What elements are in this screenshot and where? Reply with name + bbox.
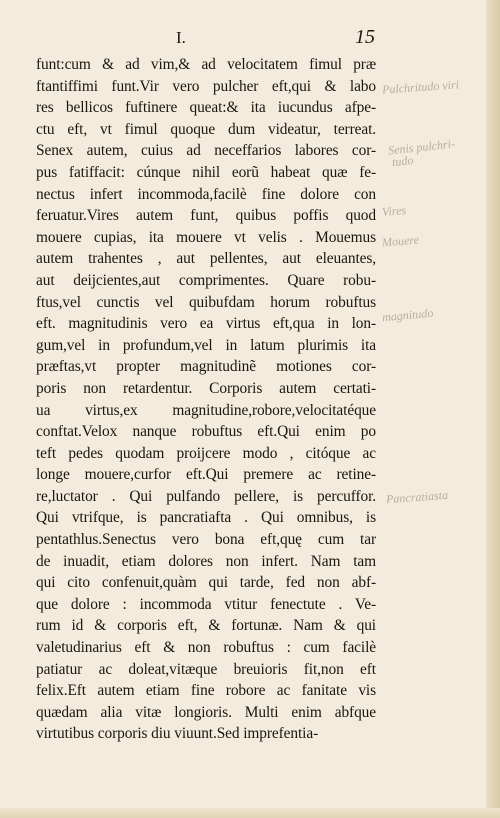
- text-line: que dolore : incommoda vtitur fenectute . Ve-: [36, 595, 376, 613]
- text-line: ftantiffimi funt.Vir vero pulcher eft,qui & labo: [36, 77, 376, 95]
- text-line: re,luctator . Qui pulfando pellere, is percuffor.: [36, 487, 376, 505]
- page-edge: [486, 0, 500, 818]
- text-line: gum,vel in profundum,vel in latum plurimis ita: [36, 336, 376, 354]
- text-line: pus fatiffacit: cúnque nihil eorũ habeat quæ fe-: [36, 163, 376, 181]
- margin-note: Vires: [381, 202, 407, 220]
- margin-note: magnitudo: [381, 305, 434, 325]
- text-line: rum id & corporis eft, & fortunæ. Nam & qui: [36, 617, 376, 635]
- text-line: longe mouere,curfor eft.Qui premere ac retine-: [36, 466, 376, 484]
- margin-note: Pancratiasta: [385, 487, 449, 507]
- text-block: [36, 54, 376, 745]
- text-line: ua virtus,ex magnitudine,robore,velocitatéque: [36, 401, 376, 419]
- text-line: pentathlus.Senectus vero bona eft,quę cum tar: [36, 531, 376, 549]
- text-line: felix.Eft autem etiam fine robore ac fanitate vis: [36, 682, 376, 700]
- text-line: teft pedes quodam proijcere modo , citóque ac: [36, 444, 376, 462]
- page-number: 15: [355, 26, 375, 48]
- signature-mark: I.: [176, 28, 186, 47]
- margin-note: Pulchritudo viri: [381, 77, 460, 97]
- text-line: patiatur ac doleat,vitæque breuioris fit,non eft: [36, 660, 376, 678]
- margin-note: Mouere: [381, 232, 420, 250]
- text-line: qui cito confenuit,quàm qui tarde, fed non abf-: [36, 574, 376, 592]
- text-line: ftus,vel cunctis vel quibufdam horum robuftus: [36, 293, 376, 311]
- text-line: aut deijcientes,aut comprimentes. Quare robu-: [36, 271, 376, 289]
- text-line: feruatur.Vires autem funt, quibus poffis quod: [36, 207, 376, 225]
- text-line: res bellicos fuftinere queat:& ita iucundus afpe-: [36, 99, 376, 117]
- text-line: valetudinarius eft & non robuftus : cum facilè: [36, 639, 376, 657]
- text-line: de inuadit, etiam dolores non infert. Nam tam: [36, 552, 376, 570]
- text-line: mouere cupias, ita mouere vt velis . Mouemus: [36, 228, 376, 246]
- margin-notes: [378, 0, 486, 818]
- text-line: poris non retardentur. Corporis autem certati-: [36, 379, 376, 397]
- text-line: Senex autem, cuius ad neceffarios labores cor-: [36, 142, 376, 160]
- text-line: præftas,vt propter magnitudinẽ motiones cor-: [36, 358, 376, 376]
- text-line: ctu eft, vt fimul quoque dum videatur, terreat.: [36, 120, 376, 138]
- text-line: conftat.Velox nanque robuftus eft.Qui enim po: [36, 423, 376, 441]
- margin-note: tudo: [391, 152, 415, 170]
- text-line: Qui vtrifque, is pancratiafta . Qui omnibus, is: [36, 509, 376, 527]
- text-line: autem trahentes , aut pellentes, aut eleuantes,: [36, 250, 376, 268]
- text-line: eft. magnitudinis vero ea virtus eft,qua in lon-: [36, 315, 376, 333]
- text-line: nectus infert incommoda,facilè fine dolore con: [36, 185, 376, 203]
- text-line: quædam alia vitæ longioris. Multi enim abfque: [36, 703, 376, 721]
- text-line: virtutibus corporis diu viuunt.Sed imprefentia-: [36, 725, 319, 743]
- margin-note: Senis pulchri-: [387, 136, 456, 158]
- text-line: funt:cum & ad vim,& ad velocitatem fimul præ: [36, 56, 376, 73]
